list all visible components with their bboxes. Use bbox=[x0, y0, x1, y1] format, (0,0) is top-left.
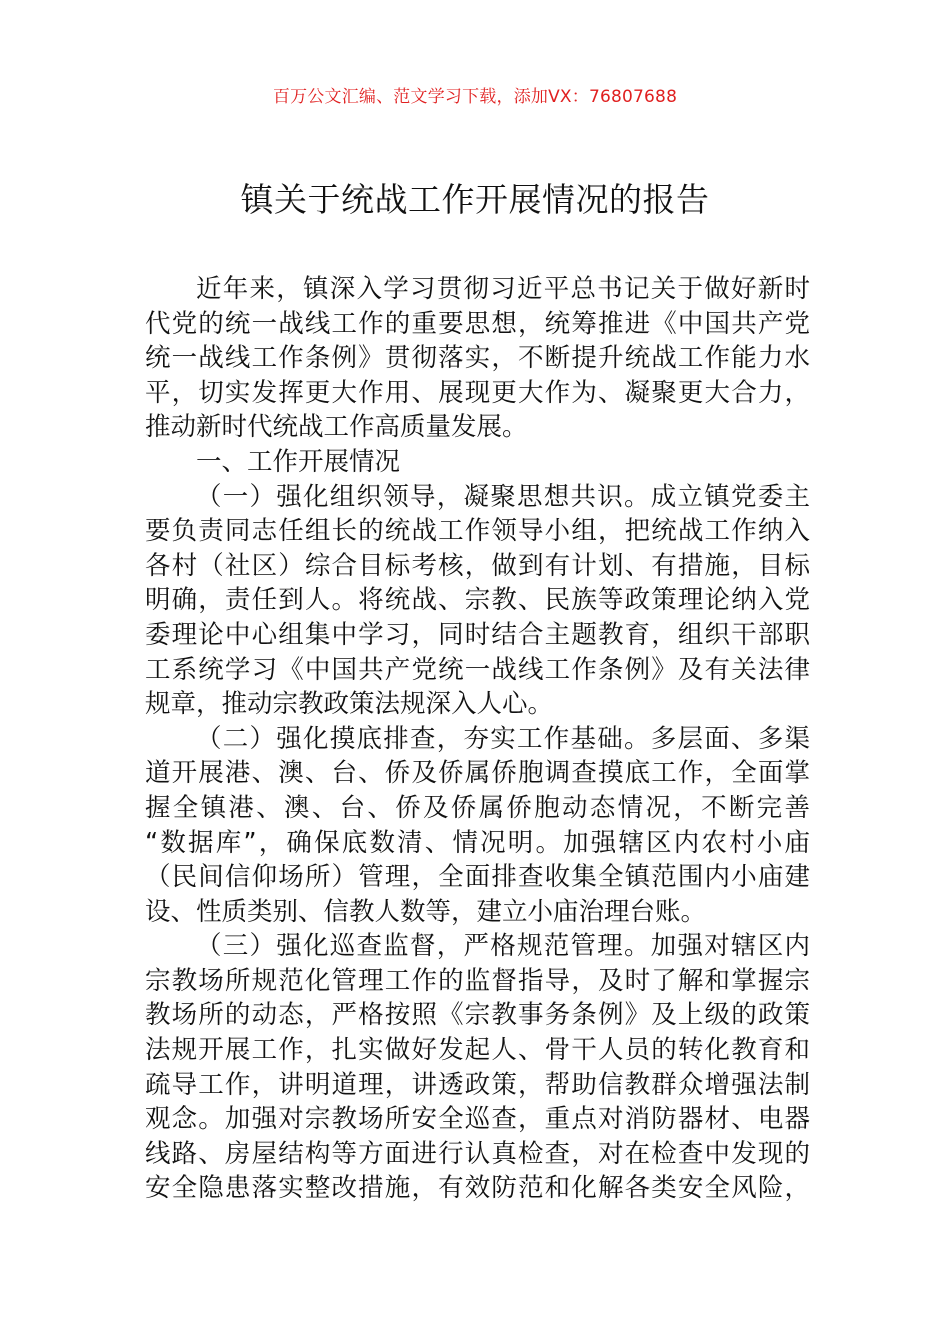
text-line: 要负责同志任组长的统战工作领导小组，把统战工作纳入 bbox=[145, 516, 810, 547]
heading-text: 一、工作开展情况 bbox=[196, 446, 401, 477]
text-line: 设、性质类别、信教人数等，建立小庙治理台账。 bbox=[145, 896, 707, 927]
paragraph-item-1 bbox=[145, 480, 810, 722]
text-line: 教场所的动态，严格按照《宗教事务条例》及上级的政策 bbox=[145, 1000, 810, 1031]
text-line: 安全隐患落实整改措施，有效防范和化解各类安全风险， bbox=[145, 1173, 810, 1204]
text-line: 宗教场所规范化管理工作的监督指导，及时了解和掌握宗 bbox=[145, 965, 810, 996]
text-line: 规章，推动宗教政策法规深入人心。 bbox=[145, 689, 554, 720]
text-line: 委理论中心组集中学习，同时结合主题教育，组织干部职 bbox=[145, 619, 810, 650]
text-line: 道开展港、澳、台、侨及侨属侨胞调查摸底工作，全面掌 bbox=[145, 758, 810, 789]
text-line: 工系统学习《中国共产党统一战线工作条例》及有关法律 bbox=[145, 654, 810, 685]
watermark-banner: 百万公文汇编、范文学习下载，添加VX：76807688 bbox=[272, 87, 678, 107]
text-line: 法规开展工作，扎实做好发起人、骨干人员的转化教育和 bbox=[145, 1035, 810, 1066]
text-line: 明确，责任到人。将统战、宗教、民族等政策理论纳入党 bbox=[145, 585, 810, 616]
text-line: 统一战线工作条例》贯彻落实，不断提升统战工作能力水 bbox=[145, 343, 810, 374]
paragraph-intro bbox=[145, 272, 810, 445]
text-line: 平，切实发挥更大作用、展现更大作为、凝聚更大合力， bbox=[145, 377, 810, 408]
text-line: （民间信仰场所）管理，全面排查收集全镇范围内小庙建 bbox=[145, 862, 810, 893]
text-line: 线路、房屋结构等方面进行认真检查，对在检查中发现的 bbox=[145, 1138, 810, 1169]
text-line: （一）强化组织领导，凝聚思想共识。成立镇党委主 bbox=[196, 481, 810, 512]
text-line: 观念。加强对宗教场所安全巡查，重点对消防器材、电器 bbox=[145, 1104, 810, 1135]
text-line: （三）强化巡查监督，严格规范管理。加强对辖区内 bbox=[196, 931, 810, 962]
text-line: （二）强化摸底排查，夯实工作基础。多层面、多渠 bbox=[196, 723, 810, 754]
text-line: 推动新时代统战工作高质量发展。 bbox=[145, 412, 528, 443]
text-line: “数据库”，确保底数清、情况明。加强辖区内农村小庙 bbox=[145, 827, 810, 858]
document-body bbox=[145, 272, 810, 1206]
document-title: 镇关于统战工作开展情况的报告 bbox=[240, 180, 710, 219]
paragraph-item-3 bbox=[145, 929, 810, 1206]
section-heading bbox=[145, 445, 810, 480]
text-line: 各村（社区）综合目标考核，做到有计划、有措施，目标 bbox=[145, 550, 810, 581]
paragraph-item-2 bbox=[145, 722, 810, 930]
text-line: 疏导工作，讲明道理，讲透政策，帮助信教群众增强法制 bbox=[145, 1069, 810, 1100]
text-line: 近年来，镇深入学习贯彻习近平总书记关于做好新时 bbox=[196, 274, 810, 304]
text-line: 握全镇港、澳、台、侨及侨属侨胞动态情况，不断完善 bbox=[145, 792, 810, 823]
text-line: 代党的统一战线工作的重要思想，统筹推进《中国共产党 bbox=[145, 308, 810, 339]
